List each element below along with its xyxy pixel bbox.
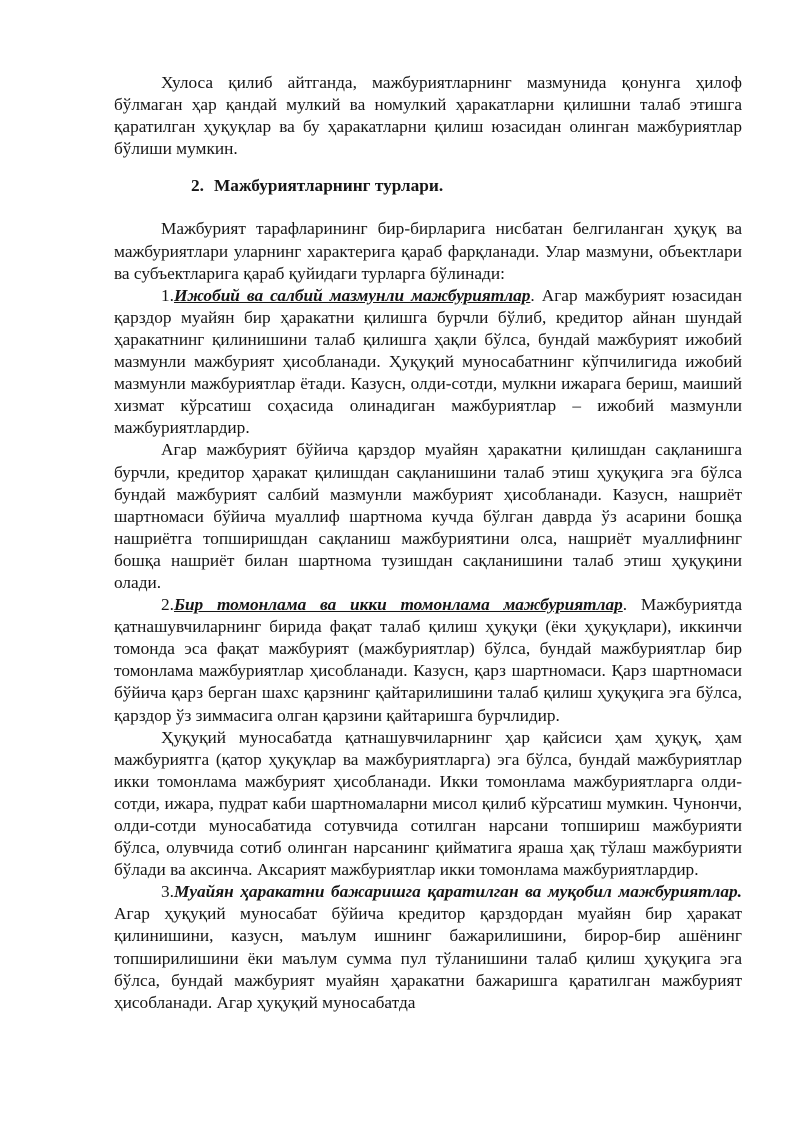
item2-number: 2. (161, 595, 174, 615)
item1-number: 1. (161, 285, 174, 305)
document-page (114, 72, 742, 1014)
section-heading-number: 2. (191, 176, 204, 196)
item3-paragraph (114, 881, 742, 1014)
item2-text: . Мажбуриятда қатнашувчиларнинг бирида фақат талаб қилиш ҳуқуқи (ёки ҳуқуқлари), иккинчи томонда эса фақат мажбурият (мажбуриятлар) бўлса, бундай мажбуриятлар бир томонлама мажбуриятлар ҳисобланади. Казусн, қарз шартномаси. Қарз шартномаси бўйича қарз берган шахс қарзнинг қайтарилишини талаб қилиш ҳуқуқига эга бўлса, қарздор ўз зиммасига олган қарзини қайтаришга бурчлидир. (114, 595, 742, 725)
item3-title: Муайян ҳаракатни бажаришга қаратилган ва муқобил мажбуриятлар. (173, 882, 742, 902)
intro-paragraph: Хулоса қилиб айтганда, мажбуриятларнинг мазмунида қонунга ҳилоф бўлмаган ҳар қандай мулкий ва номулкий ҳаракатларни қилишни талаб этишга қаратилган ҳуқуқлар ва бу ҳаракатларни қилиш юзасидан олинган мажбуриятлар бўлиши мумкин. (114, 73, 742, 159)
section-intro-paragraph: Мажбурият тарафларининг бир-бирларига нисбатан белгиланган ҳуқуқ ва мажбуриятлари уларнинг характерига қараб фарқланади. Улар мазмуни, объектлари ва субъектларига қараб қуйидаги турларга бўлинади: (114, 219, 742, 283)
item2-paragraph (114, 594, 742, 727)
section-heading-title: Мажбуриятларнинг турлари. (214, 176, 444, 196)
item1-paragraph (114, 285, 742, 440)
item1-title: Ижобий ва салбий мазмунли мажбуриятлар (173, 285, 531, 305)
item3-number: 3. (161, 882, 174, 902)
item2-continuation-paragraph: Ҳуқуқий муносабатда қатнашувчиларнинг ҳар қайсиси ҳам ҳуқуқ, ҳам мажбуриятга (қатор ҳуқуқлар ва мажбуриятларга) эга бўлса, бундай мажбуриятлар икки томонлама мажбурият ҳисобланади. Икки томонлама мажбуриятларга олди-сотди, ижара, пудрат каби шартномаларни мисол қилиб кўрсатиш мумкин. Чунончи, олди-сотди муносабатида сотувчида сотилган нарсани топшириш мажбурияти бўлса, олувчида сотиб олинган нарсанинг қийматига яраша ҳақ тўлаш мажбурияти бўлади ва аксинча. Аксарият мажбуриятлар икки томонлама мажбуриятлардир. (114, 727, 742, 880)
section-heading (114, 175, 742, 197)
item1-text: . Агар мажбурият юзасидан қарздор муайян бир ҳаракатни қилишга бурчли бўлиб, кредитор айнан шундай ҳаракатнинг қилинишини талаб қилишга ҳақли бўлса, бундай мажбурият ижобий мазмунли мажбурият ҳисобланади. Ҳуқуқий муносабатнинг кўпчилигида ижобий мазмунли мажбуриятлар ётади. Казусн, олди-сотди, мулкни ижарага бериш, маиший хизмат кўрсатиш соҳасида олинадиган мажбуриятлар – ижобий мазмунли мажбуриятлардир. (114, 285, 743, 438)
item1-continuation-paragraph: Агар мажбурият бўйича қарздор муайян ҳаракатни қилишдан сақланишга бурчли, кредитор ҳаракат қилишдан сақланишини талаб этиш ҳуқуқига эга бўлса бундай мажбурият салбий мазмунли мажбурият ҳисобланади. Казусн, нашриёт шартномаси бўйича муаллиф шартнома кучда бўлган даврда ўз асарини бошқа нашриётга топширишдан сақланиш мажбуриятини олса, нашриёт муаллифнинг бошқа нашриёт билан шартнома тузишдан сақланишини талаб этиш ҳуқуқини олади. (114, 440, 742, 592)
item3-text: Агар ҳуқуқий муносабат бўйича кредитор қарздордан муайян бир ҳаракат қилинишини, казусн, маълум ишнинг бажарилишини, бирор-бир ашёнинг топширилишини ёки маълум сумма пул тўланишини талаб қилиш ҳуқуқига эга бўлса, бундай мажбурият муайян ҳаракатни бажаришга қаратилган мажбурият ҳисобланади. Агар ҳуқуқий муносабатда (114, 904, 742, 1012)
item2-title: Бир томонлама ва икки томонлама мажбуриятлар (173, 595, 623, 615)
